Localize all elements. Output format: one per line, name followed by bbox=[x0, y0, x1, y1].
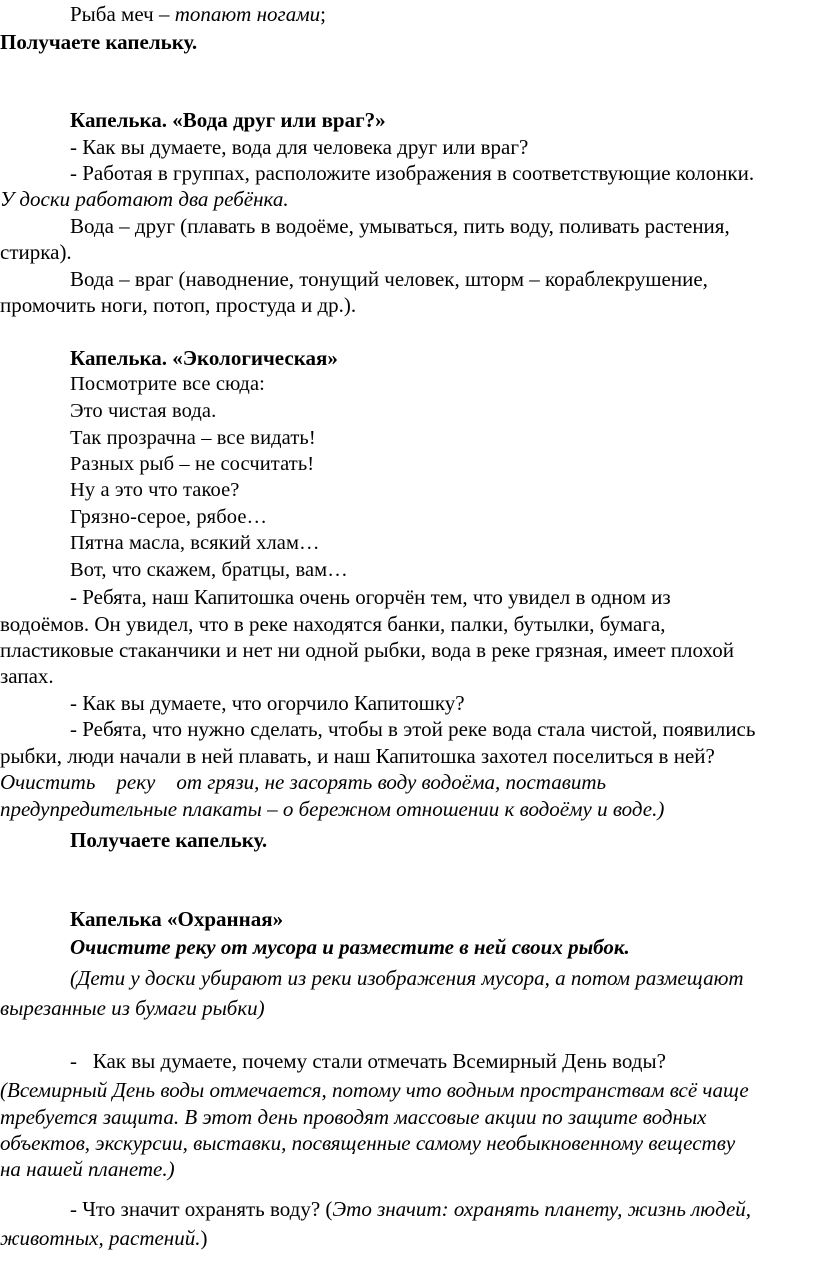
text-line: Вода – враг (наводнение, тонущий человек, шторм – кораблекрушение, bbox=[70, 267, 708, 291]
section-heading: Капелька «Охранная» bbox=[70, 907, 284, 931]
question-line: - Как вы думаете, вода для человека друг или враг? bbox=[70, 135, 529, 159]
drop-reward-line: Получаете капельку. bbox=[0, 30, 198, 54]
poem-line: Так прозрачна – все видать! bbox=[70, 427, 316, 449]
italic-fragment: топают ногами bbox=[174, 2, 321, 26]
task-line: Очистите реку от мусора и разместите в ней своих рыбок. bbox=[70, 935, 630, 959]
poem-line: Грязно-серое, рябое… bbox=[70, 506, 268, 528]
text-line bbox=[70, 1, 326, 28]
text-fragment: - Что значит охранять воду? ( bbox=[70, 1197, 333, 1221]
answer-line: требуется защита. В этот день проводят массовые акции по защите водных bbox=[0, 1105, 707, 1129]
italic-fragment: Это значит: охранять планету, жизнь людей, bbox=[332, 1197, 752, 1221]
text-line: водоёмов. Он увидел, что в реке находятся банки, палки, бутылки, бумага, bbox=[0, 612, 666, 636]
text-line: - Ребята, наш Капитошка очень огорчён тем, что увидел в одном из bbox=[70, 585, 671, 609]
text-line: Вода – друг (плавать в водоёме, умываться, пить воду, поливать растения, bbox=[70, 214, 730, 238]
question-line: - Ребята, что нужно сделать, чтобы в этой реке вода стала чистой, появились bbox=[70, 717, 756, 741]
italic-fragment: животных, растений. bbox=[0, 1226, 201, 1250]
poem-line: Это чистая вода. bbox=[70, 400, 217, 422]
section-heading: Капелька. «Экологическая» bbox=[70, 346, 338, 370]
question-line: - Как вы думаете, что огорчило Капитошку? bbox=[70, 691, 465, 715]
poem-line: Ну а это что такое? bbox=[70, 479, 240, 501]
poem-line: Посмотрите все сюда: bbox=[70, 373, 265, 395]
text-fragment: Рыба меч – bbox=[70, 2, 175, 26]
note-line: вырезанные из бумаги рыбки) bbox=[0, 996, 265, 1020]
poem-line: Вот, что скажем, братцы, вам… bbox=[70, 559, 348, 581]
text-fragment: ; bbox=[320, 2, 326, 26]
question-line: - Как вы думаете, почему стали отмечать Всемирный День воды? bbox=[70, 1049, 666, 1073]
answer-line: Очистить реку от грязи, не засорять воду водоёма, поставить bbox=[0, 770, 607, 794]
section-heading: Капелька. «Вода друг или враг?» bbox=[70, 108, 386, 132]
task-line: - Работая в группах, расположите изображения в соответствующие колонки. bbox=[70, 161, 755, 185]
answer-line: объектов, экскурсии, выставки, посвященные самому необыкновенному веществу bbox=[0, 1131, 736, 1155]
text-line: запах. bbox=[0, 664, 54, 688]
text-fragment: ) bbox=[200, 1226, 208, 1250]
question-line: рыбки, люди начали в ней плавать, и наш Капитошка захотел поселиться в ней? bbox=[0, 744, 715, 768]
answer-line: предупредительные плакаты – о бережном отношении к водоёму и воде.) bbox=[0, 797, 665, 821]
note-line: У доски работают два ребёнка. bbox=[0, 187, 289, 211]
poem-line: Разных рыб – не сосчитать! bbox=[70, 453, 315, 475]
drop-reward-line: Получаете капельку. bbox=[70, 828, 268, 852]
poem-line: Пятна масла, всякий хлам… bbox=[70, 532, 320, 554]
text-line: промочить ноги, потоп, простуда и др.). bbox=[0, 293, 357, 317]
answer-line: на нашей планете.) bbox=[0, 1157, 175, 1181]
note-line: (Дети у доски убирают из реки изображения мусора, а потом размещают bbox=[70, 966, 744, 990]
text-line: стирка). bbox=[0, 240, 72, 264]
answer-line: (Всемирный День воды отмечается, потому что водным пространствам всё чаще bbox=[0, 1078, 749, 1102]
text-line: пластиковые стаканчики и нет ни одной рыбки, вода в реке грязная, имеет плохой bbox=[0, 638, 734, 662]
question-line bbox=[70, 1196, 751, 1223]
answer-line bbox=[0, 1225, 207, 1252]
